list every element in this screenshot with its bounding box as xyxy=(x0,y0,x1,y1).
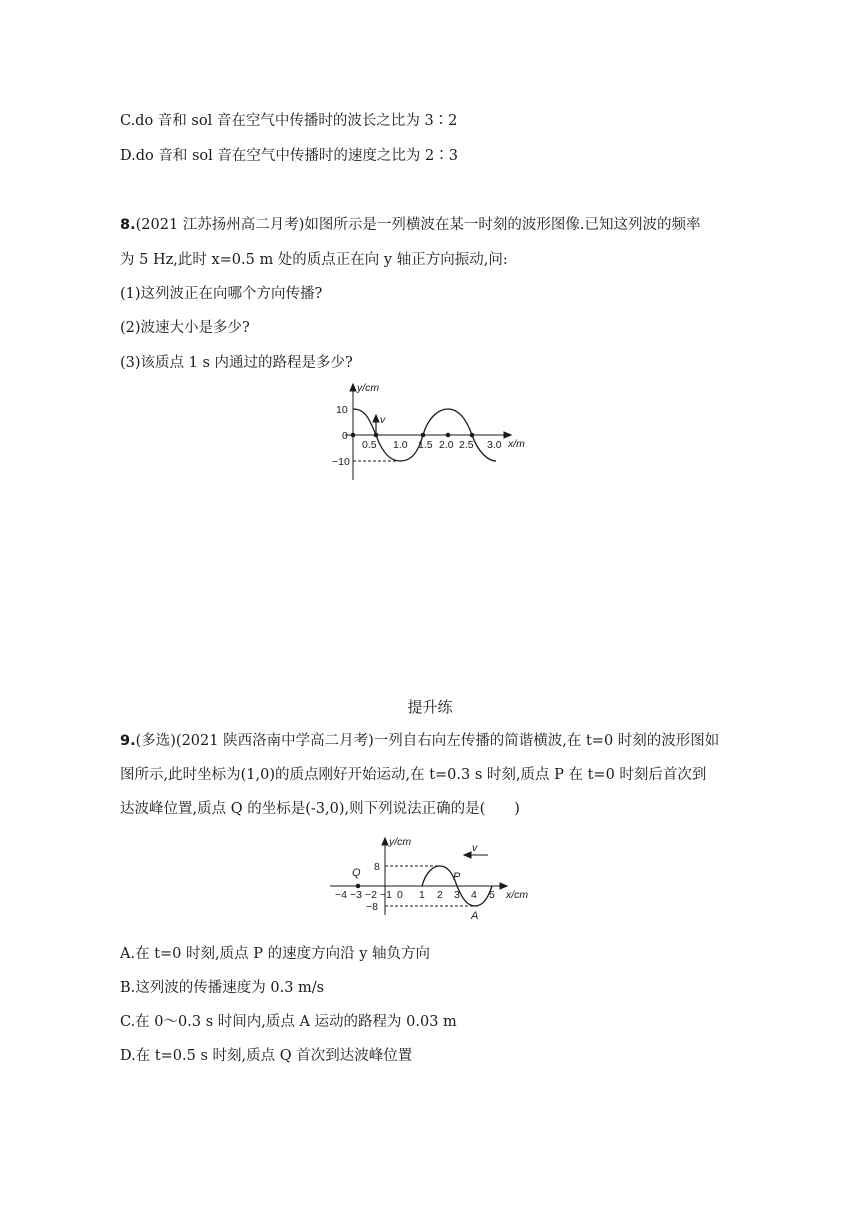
q9-y-arrow xyxy=(382,838,388,845)
q8-ytick-10: 10 xyxy=(336,404,348,416)
q9-number: 9. xyxy=(120,733,136,749)
q8-velocity-label: v xyxy=(380,414,386,426)
q9-xtick-3: 3 xyxy=(454,889,460,901)
q9-dot-q xyxy=(356,884,361,889)
q7-option-d: D.do 音和 sol 音在空气中传播时的速度之比为 2∶3 xyxy=(120,148,458,164)
q8-sub-3: (3)该质点 1 s 内通过的路程是多少? xyxy=(120,355,353,371)
section-title: 提升练 xyxy=(407,698,453,716)
q9-stem-1: (多选)(2021 陕西洛南中学高二月考)一列自右向左传播的简谐横波,在 t=0 时刻的波形图如 xyxy=(135,733,720,749)
q9-xtick-2: 2 xyxy=(437,889,443,901)
q9-line-2: 图所示,此时坐标为(1,0)的质点刚好开始运动,在 t=0.3 s 时刻,质点 P 在 t=0 时刻后首次到 xyxy=(120,767,707,783)
q9-xtick-neg4: −4 xyxy=(335,889,347,901)
q9-xtick-neg3: −3 xyxy=(350,889,362,901)
q8-xtick-15: 1.5 xyxy=(418,439,433,451)
q9-xtick-1: 1 xyxy=(419,889,425,901)
q9-label-q: Q xyxy=(352,867,361,879)
q9-label-a: A xyxy=(471,910,479,922)
q9-line-3: 达波峰位置,质点 Q 的坐标是(-3,0),则下列说法正确的是( ) xyxy=(120,801,520,817)
q8-xtick-30: 3.0 xyxy=(487,439,502,451)
q9-label-p: P xyxy=(453,871,461,883)
q9-option-b: B.这列波的传播速度为 0.3 m/s xyxy=(120,980,325,996)
q9-velocity-arrowhead xyxy=(464,852,471,858)
q9-velocity-label: v xyxy=(472,842,478,854)
q8-y-label: y/cm xyxy=(357,382,380,394)
q8-sub-2: (2)波速大小是多少? xyxy=(120,320,250,336)
q8-number: 8. xyxy=(120,217,136,233)
q8-xtick-25: 2.5 xyxy=(459,439,474,451)
q9-option-a: A.在 t=0 时刻,质点 P 的速度方向沿 y 轴负方向 xyxy=(120,946,430,962)
q8-ytick-0: 0 xyxy=(342,430,348,442)
q9-option-c: C.在 0～0.3 s 时间内,质点 A 运动的路程为 0.03 m xyxy=(120,1014,457,1030)
q9-xtick-0: 0 xyxy=(397,889,403,901)
q8-xtick-10: 1.0 xyxy=(393,439,408,451)
q8-stem-1: (2021 江苏扬州高二月考)如图所示是一列横波在某一时刻的波形图像.已知这列波的频率 xyxy=(135,217,701,233)
q7-option-c: C.do 音和 sol 音在空气中传播时的波长之比为 3∶2 xyxy=(120,113,458,129)
q9-xtick-neg2: −2 xyxy=(365,889,377,901)
q9-xtick-4: 4 xyxy=(471,889,477,901)
q8-xtick-05: 0.5 xyxy=(362,439,377,451)
q8-xtick-20: 2.0 xyxy=(439,439,454,451)
q8-x-label: x/m xyxy=(508,438,525,450)
q9-option-d: D.在 t=0.5 s 时刻,质点 Q 首次到达波峰位置 xyxy=(120,1048,413,1064)
q8-sub-1: (1)这列波正在向哪个方向传播? xyxy=(120,286,323,302)
q9-x-label: x/cm xyxy=(506,889,529,901)
q9-y-label: y/cm xyxy=(389,836,412,848)
q9-xtick-5: 5 xyxy=(489,889,495,901)
q8-line-2: 为 5 Hz,此时 x=0.5 m 处的质点正在向 y 轴正方向振动,问: xyxy=(120,252,508,268)
q9-ytick-neg8: −8 xyxy=(366,901,378,913)
q8-ytick-neg10: −10 xyxy=(332,456,350,468)
q9-xtick-neg1: −1 xyxy=(380,889,392,901)
q9-ytick-8: 8 xyxy=(374,861,380,873)
